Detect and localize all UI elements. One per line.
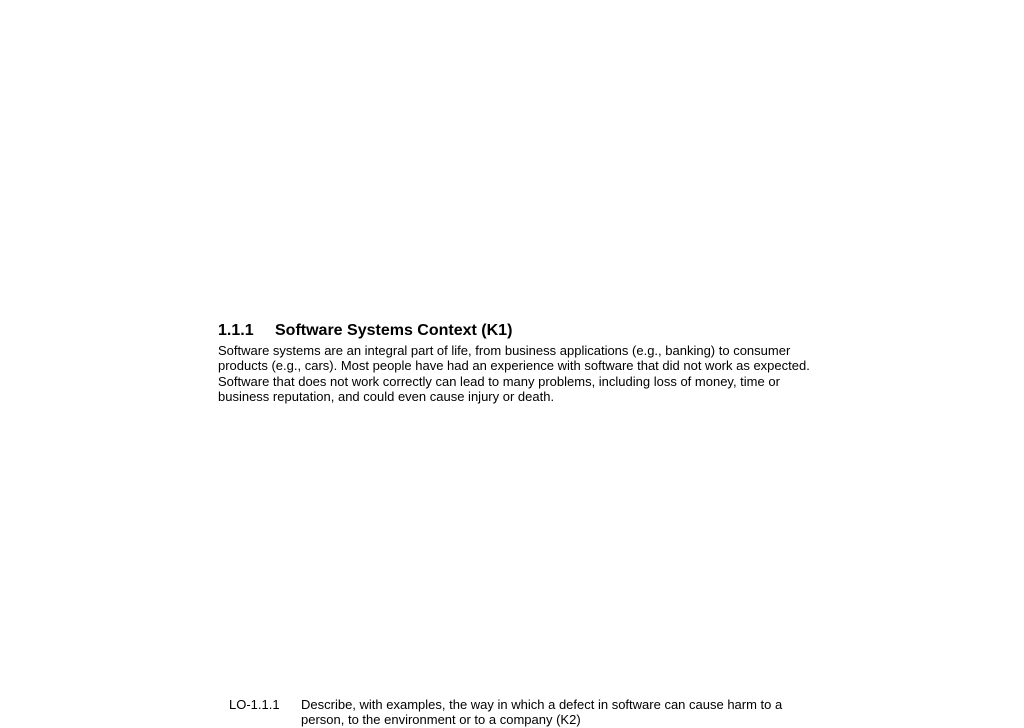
section-heading <box>218 321 512 340</box>
section-title: Software Systems Context (K1) <box>275 322 513 339</box>
section-body-paragraph: Software systems are an integral part of life, from business applications (e.g., banking) to consumer products (e.g., cars). Most people have had an experience with software that did not work as expected. Software that does not work correctly can lead to many problems, including loss of money, time or business reputation, and could even cause injury or death. <box>218 343 810 404</box>
learning-objective-id: LO-1.1.1 <box>229 697 280 712</box>
learning-objective-text: Describe, with examples, the way in which a defect in software can cause harm to a person, to the environment or to a company (K2) <box>301 697 783 728</box>
section-number: 1.1.1 <box>218 322 254 339</box>
learning-objective <box>229 697 809 728</box>
